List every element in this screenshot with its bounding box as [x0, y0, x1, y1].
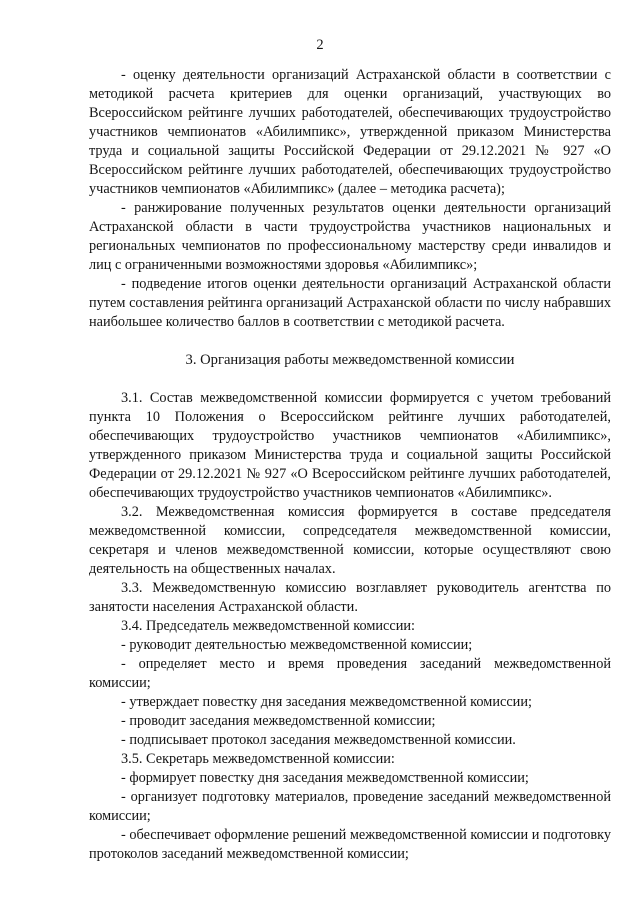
paragraph-3-2: 3.2. Межведомственная комиссия формируется в составе председателя межведомственной комиссии, сопредседателя межведомственной комиссии, секретаря и членов межведомственной комиссии, которые осуществляют свою деятельность на общественных началах. — [89, 504, 611, 577]
chair-duty-item: - проводит заседания межведомственной комиссии; — [121, 713, 436, 729]
paragraph-3-1: 3.1. Состав межведомственной комиссии формируется с учетом требований пункта 10 Положения о Всероссийском рейтинге лучших работодателей, обеспечивающих трудоустройство участников чемпионатов «Абилимпикс», утвержденного приказом Министерства труда и социальной защиты Российской Федерации от 29.12.2021 № 927 «О Всероссийском рейтинге лучших работодателей, обеспечивающих трудоустройство участников чемпионатов «Абилимпикс». — [89, 390, 611, 501]
paragraph-3-5: 3.5. Секретарь межведомственной комиссии: — [121, 751, 395, 767]
secretary-duty-item: - обеспечивает оформление решений межведомственной комиссии и подготовку протоколов заседаний межведомственной комиссии; — [89, 827, 611, 862]
chair-duty-item: - подписывает протокол заседания межведомственной комиссии. — [121, 732, 516, 748]
intro-item: - оценку деятельности организаций Астраханской области в соответствии с методикой расчета критериев для оценки организаций, участвующих во Всероссийском рейтинге лучших работодателей, обеспечивающих трудоустройство участников чемпионатов «Абилимпикс», утвержденной приказом Министерства труда и социальной защиты Российской Федерации от 29.12.2021 № 927 «О Всероссийском рейтинге лучших работодателей, обеспечивающих трудоустройство участников чемпионатов «Абилимпикс» (далее – методика расчета); — [89, 67, 611, 197]
paragraph-3-3: 3.3. Межведомственную комиссию возглавляет руководитель агентства по занятости населения Астраханской области. — [89, 580, 611, 615]
secretary-duty-item: - формирует повестку дня заседания межведомственной комиссии; — [121, 770, 529, 786]
chair-duty-item: - руководит деятельностью межведомственной комиссии; — [121, 637, 473, 653]
section-title: 3. Организация работы межведомственной комиссии — [185, 352, 515, 368]
secretary-duty-item: - организует подготовку материалов, проведение заседаний межведомственной комиссии; — [89, 789, 611, 824]
page-number: 2 — [316, 37, 324, 53]
chair-duty-item: - определяет место и время проведения заседаний межведомственной комиссии; — [89, 656, 611, 691]
paragraph-3-4: 3.4. Председатель межведомственной комиссии: — [121, 618, 416, 634]
intro-item: - ранжирование полученных результатов оценки деятельности организаций Астраханской области в части трудоустройства участников национальных и региональных чемпионатов по профессиональному мастерству среди инвалидов и лиц с ограниченными возможностями здоровья «Абилимпикс»; — [89, 200, 611, 273]
intro-item: - подведение итогов оценки деятельности организаций Астраханской области путем составления рейтинга организаций Астраханской области по числу набравших наибольшее количество баллов в соответствии с методикой расчета. — [89, 276, 611, 330]
document-body — [89, 66, 611, 864]
chair-duty-item: - утверждает повестку дня заседания межведомственной комиссии; — [121, 694, 532, 710]
